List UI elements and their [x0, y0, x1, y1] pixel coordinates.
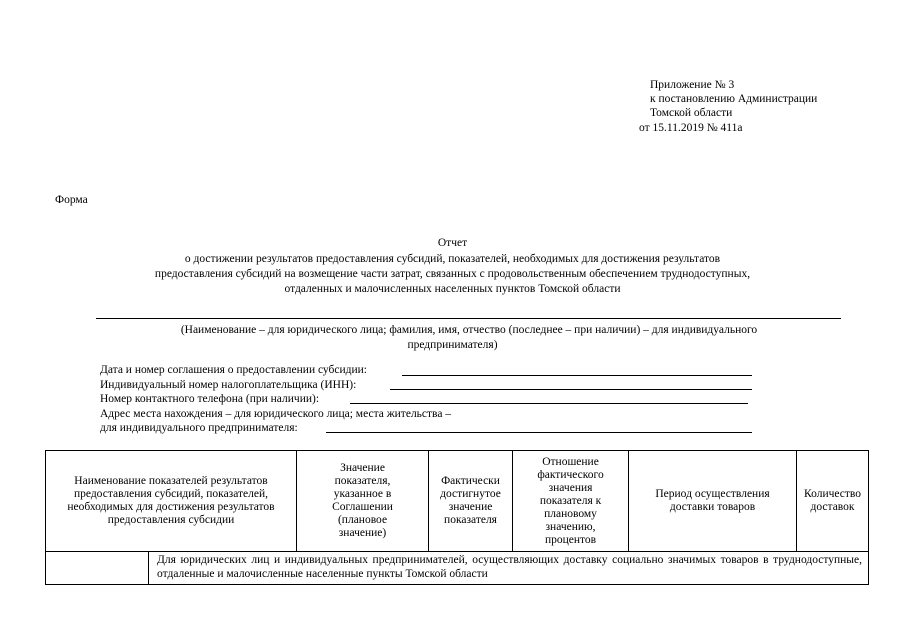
- report-table: [45, 450, 869, 585]
- group-row-text: Для юридических лиц и индивидуальных предпринимателей, осуществляющих доставку социально значимых товаров в труднодоступные, отдаленные и малочисленные населенные пункты Томской области: [149, 552, 869, 585]
- inn-label: Индивидуальный номер налогоплательщика (ИНН):: [100, 379, 357, 391]
- address-label-line2: для индивидуального предпринимателя:: [100, 422, 298, 434]
- row-empty-cell[interactable]: [46, 552, 149, 585]
- report-title-line3: отдаленных и малочисленных населенных пунктов Томской области: [284, 283, 621, 295]
- agreement-field[interactable]: [402, 375, 752, 376]
- appendix-date: от 15.11.2019 № 411а: [639, 122, 743, 134]
- phone-field[interactable]: [350, 403, 748, 404]
- phone-label: Номер контактного телефона (при наличии):: [100, 393, 320, 405]
- form-label: Форма: [55, 194, 88, 206]
- header-ratio: Отношение фактического значения показателя к плановому значению, процентов: [513, 451, 629, 552]
- report-heading: Отчет: [437, 237, 468, 249]
- address-field[interactable]: [326, 432, 752, 433]
- recipient-caption-line2: предпринимателя): [407, 339, 498, 351]
- recipient-name-line[interactable]: [96, 318, 841, 319]
- header-delivery-count: Количество доставок: [797, 451, 869, 552]
- table-header-row: [46, 451, 869, 552]
- header-actual-value: Фактически достигнутое значение показателя: [429, 451, 513, 552]
- header-indicator-name: Наименование показателей результатов предоставления субсидий, показателей, необходимых для достижения результатов предоставления субсидии: [46, 451, 297, 552]
- header-planned-value: Значение показателя, указанное в Соглашении (плановое значение): [297, 451, 429, 552]
- appendix-region: Томской области: [650, 107, 733, 119]
- recipient-caption-line1: (Наименование – для юридического лица; фамилия, имя, отчество (последнее – при наличии) – для индивидуального: [180, 324, 758, 336]
- appendix-number: Приложение № 3: [650, 79, 735, 91]
- address-label-line1: Адрес места нахождения – для юридического лица; места жительства –: [100, 408, 452, 420]
- report-title-line1: о достижении результатов предоставления субсидий, показателей, необходимых для достижения результатов: [184, 253, 721, 265]
- agreement-label: Дата и номер соглашения о предоставлении субсидии:: [100, 364, 367, 376]
- header-delivery-period: Период осуществления доставки товаров: [629, 451, 797, 552]
- table-row: [46, 552, 869, 585]
- appendix-resolution: к постановлению Администрации: [650, 93, 818, 105]
- inn-field[interactable]: [390, 389, 752, 390]
- report-title-line2: предоставления субсидий на возмещение части затрат, связанных с продовольственным обеспечением труднодоступных,: [154, 268, 751, 280]
